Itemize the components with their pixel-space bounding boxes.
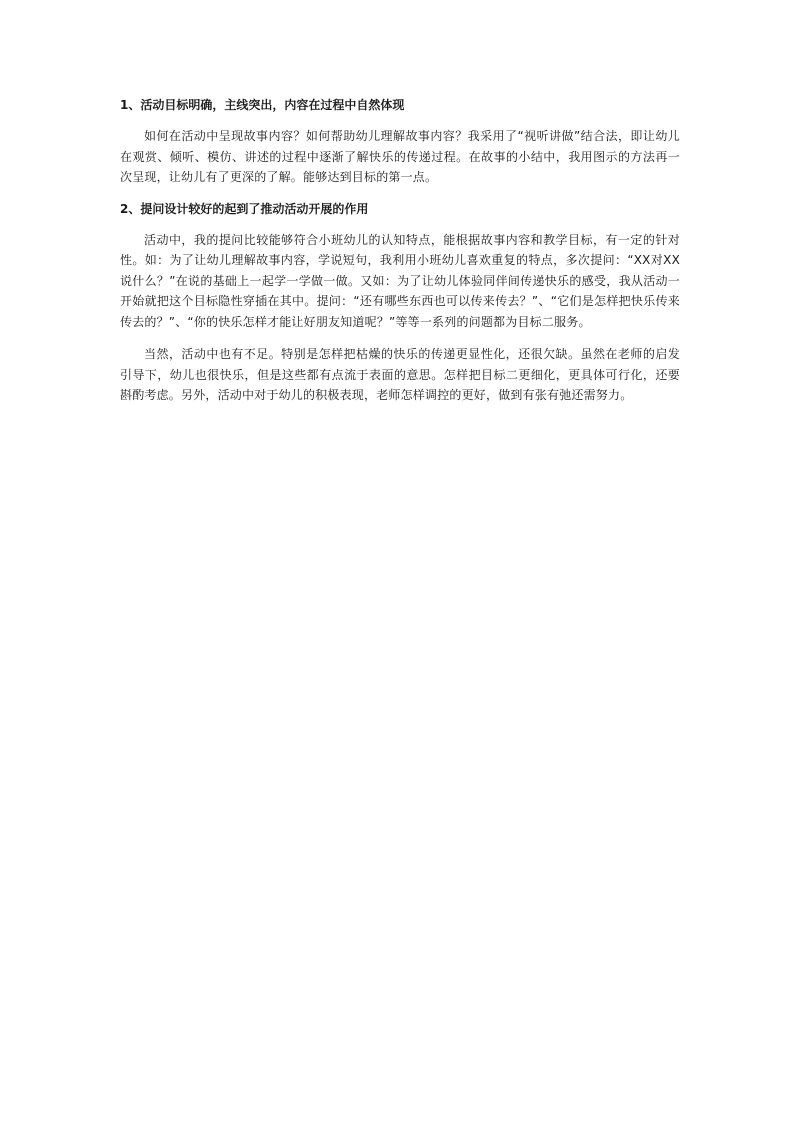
section-2-heading: 2、提问设计较好的起到了推动活动开展的作用 xyxy=(120,201,369,216)
section-1-heading: 1、活动目标明确，主线突出，内容在过程中自然体现 xyxy=(120,98,405,112)
section-2-paragraph: 活动中，我的提问比较能够符合小班幼儿的认知特点，能根据故事内容和教学目标，有一定的针对性。如：为了让幼儿理解故事内容，学说短句，我利用小班幼儿喜欢重复的特点，多次提问：“XX对XX说什么？”在说的基础上一起学一学做一做。又如：为了让幼儿体验同伴间传递快乐的感受，我从活动一开始就把这个目标隐性穿插在其中。提问：“还有哪些东西也可以传来传去？”、“它们是怎样把快乐传来传去的？”、“你的快乐怎样才能让好朋友知道呢？”等等一系列的问题都为目标二服务。 xyxy=(120,232,680,329)
section-1-paragraph: 如何在活动中呈现故事内容？如何帮助幼儿理解故事内容？我采用了“视听讲做”结合法，即让幼儿在观赏、倾听、模仿、讲述的过程中逐渐了解快乐的传递过程。在故事的小结中，我用图示的方法再一次呈现，让幼儿有了更深的了解。能够达到目标的第一点。 xyxy=(120,129,680,184)
document-body xyxy=(120,96,680,418)
section-3-paragraph: 当然，活动中也有不足。特别是怎样把枯燥的快乐的传递更显性化，还很欠缺。虽然在老师的启发引导下，幼儿也很快乐，但是这些都有点流于表面的意思。怎样把目标二更细化，更具体可行化，还要斟酌考虑。另外，活动中对于幼儿的积极表现，老师怎样调控的更好，做到有张有弛还需努力。 xyxy=(120,347,680,402)
